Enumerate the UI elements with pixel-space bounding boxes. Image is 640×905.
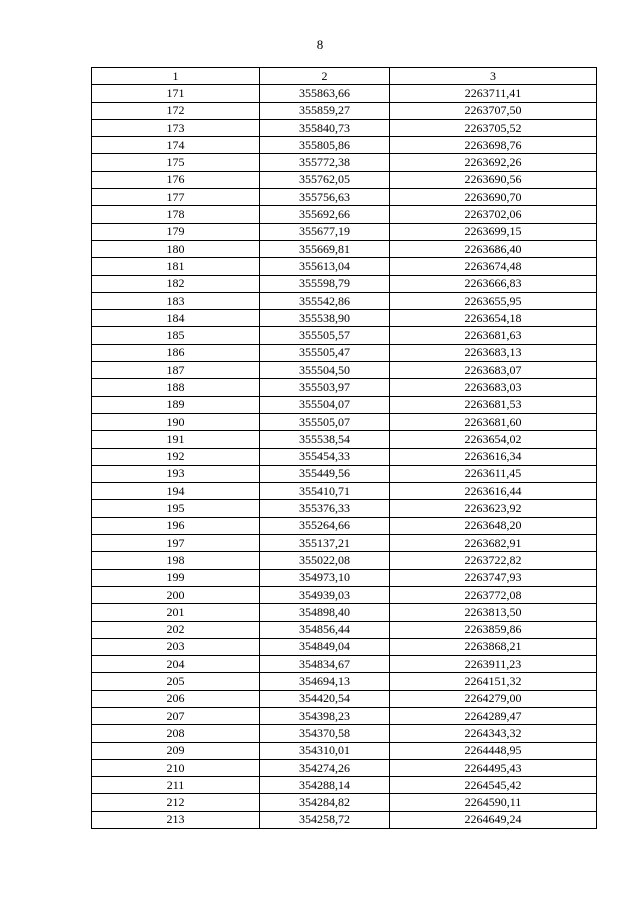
cell-x-coordinate: 355504,07 (260, 396, 390, 413)
cell-y-coordinate: 2263616,34 (390, 448, 597, 465)
cell-x-coordinate: 354420,54 (260, 690, 390, 707)
table-row (92, 483, 597, 500)
cell-y-coordinate: 2263711,41 (390, 85, 597, 102)
cell-x-coordinate: 354274,26 (260, 759, 390, 776)
cell-x-coordinate: 355022,08 (260, 552, 390, 569)
cell-point-number: 203 (92, 638, 260, 655)
coordinates-table (91, 67, 597, 829)
cell-point-number: 183 (92, 292, 260, 309)
table-row (92, 604, 597, 621)
cell-point-number: 175 (92, 154, 260, 171)
table-row (92, 206, 597, 223)
cell-point-number: 187 (92, 362, 260, 379)
table-row (92, 448, 597, 465)
cell-y-coordinate: 2263690,56 (390, 171, 597, 188)
table-row (92, 189, 597, 206)
cell-y-coordinate: 2264590,11 (390, 794, 597, 811)
header-cell-y: 3 (390, 68, 597, 85)
cell-point-number: 181 (92, 258, 260, 275)
table-row (92, 465, 597, 482)
cell-x-coordinate: 355264,66 (260, 517, 390, 534)
cell-x-coordinate: 354898,40 (260, 604, 390, 621)
cell-y-coordinate: 2263692,26 (390, 154, 597, 171)
cell-point-number: 198 (92, 552, 260, 569)
cell-point-number: 178 (92, 206, 260, 223)
cell-x-coordinate: 354284,82 (260, 794, 390, 811)
table-row (92, 344, 597, 361)
cell-point-number: 184 (92, 310, 260, 327)
cell-y-coordinate: 2263683,07 (390, 362, 597, 379)
cell-y-coordinate: 2263655,95 (390, 292, 597, 309)
cell-x-coordinate: 355504,50 (260, 362, 390, 379)
cell-x-coordinate: 354856,44 (260, 621, 390, 638)
cell-point-number: 208 (92, 725, 260, 742)
header-cell-point: 1 (92, 68, 260, 85)
table-header (92, 68, 597, 85)
cell-x-coordinate: 355669,81 (260, 240, 390, 257)
cell-y-coordinate: 2263666,83 (390, 275, 597, 292)
cell-y-coordinate: 2264151,32 (390, 673, 597, 690)
cell-point-number: 177 (92, 189, 260, 206)
cell-point-number: 192 (92, 448, 260, 465)
table-row (92, 759, 597, 776)
cell-y-coordinate: 2263698,76 (390, 137, 597, 154)
table-row (92, 811, 597, 828)
table-row (92, 379, 597, 396)
cell-y-coordinate: 2263868,21 (390, 638, 597, 655)
cell-y-coordinate: 2264279,00 (390, 690, 597, 707)
cell-x-coordinate: 355613,04 (260, 258, 390, 275)
cell-x-coordinate: 354398,23 (260, 707, 390, 724)
cell-x-coordinate: 354370,58 (260, 725, 390, 742)
cell-x-coordinate: 354694,13 (260, 673, 390, 690)
cell-point-number: 213 (92, 811, 260, 828)
cell-point-number: 179 (92, 223, 260, 240)
cell-x-coordinate: 355805,86 (260, 137, 390, 154)
header-cell-x: 2 (260, 68, 390, 85)
table-row (92, 535, 597, 552)
table-row (92, 552, 597, 569)
cell-x-coordinate: 355449,56 (260, 465, 390, 482)
cell-y-coordinate: 2263813,50 (390, 604, 597, 621)
table-row (92, 292, 597, 309)
cell-point-number: 202 (92, 621, 260, 638)
cell-y-coordinate: 2263699,15 (390, 223, 597, 240)
table-row (92, 431, 597, 448)
cell-y-coordinate: 2264495,43 (390, 759, 597, 776)
cell-y-coordinate: 2264343,32 (390, 725, 597, 742)
cell-x-coordinate: 355410,71 (260, 483, 390, 500)
cell-y-coordinate: 2263683,03 (390, 379, 597, 396)
table-row (92, 707, 597, 724)
cell-x-coordinate: 355538,54 (260, 431, 390, 448)
cell-point-number: 206 (92, 690, 260, 707)
cell-x-coordinate: 355840,73 (260, 119, 390, 136)
cell-x-coordinate: 354849,04 (260, 638, 390, 655)
cell-point-number: 173 (92, 119, 260, 136)
cell-x-coordinate: 354973,10 (260, 569, 390, 586)
cell-point-number: 186 (92, 344, 260, 361)
table-row (92, 362, 597, 379)
table-row (92, 137, 597, 154)
table-row (92, 258, 597, 275)
table-row (92, 171, 597, 188)
cell-point-number: 201 (92, 604, 260, 621)
cell-point-number: 204 (92, 656, 260, 673)
cell-y-coordinate: 2263690,70 (390, 189, 597, 206)
table-row (92, 794, 597, 811)
cell-y-coordinate: 2264545,42 (390, 777, 597, 794)
cell-x-coordinate: 355505,47 (260, 344, 390, 361)
header-row (92, 68, 597, 85)
cell-point-number: 200 (92, 586, 260, 603)
cell-y-coordinate: 2263705,52 (390, 119, 597, 136)
cell-y-coordinate: 2263686,40 (390, 240, 597, 257)
cell-point-number: 196 (92, 517, 260, 534)
cell-y-coordinate: 2264448,95 (390, 742, 597, 759)
cell-point-number: 171 (92, 85, 260, 102)
cell-x-coordinate: 355137,21 (260, 535, 390, 552)
table-row (92, 119, 597, 136)
cell-point-number: 180 (92, 240, 260, 257)
cell-y-coordinate: 2263616,44 (390, 483, 597, 500)
cell-x-coordinate: 355863,66 (260, 85, 390, 102)
cell-point-number: 211 (92, 777, 260, 794)
cell-point-number: 199 (92, 569, 260, 586)
table-row (92, 673, 597, 690)
cell-y-coordinate: 2263702,06 (390, 206, 597, 223)
cell-y-coordinate: 2263654,18 (390, 310, 597, 327)
cell-y-coordinate: 2263707,50 (390, 102, 597, 119)
cell-y-coordinate: 2263654,02 (390, 431, 597, 448)
cell-y-coordinate: 2263911,23 (390, 656, 597, 673)
table-row (92, 102, 597, 119)
cell-x-coordinate: 354834,67 (260, 656, 390, 673)
cell-point-number: 188 (92, 379, 260, 396)
cell-y-coordinate: 2263722,82 (390, 552, 597, 569)
cell-y-coordinate: 2263772,08 (390, 586, 597, 603)
cell-point-number: 174 (92, 137, 260, 154)
table-row (92, 725, 597, 742)
cell-x-coordinate: 355762,05 (260, 171, 390, 188)
cell-x-coordinate: 354939,03 (260, 586, 390, 603)
cell-point-number: 205 (92, 673, 260, 690)
cell-x-coordinate: 355677,19 (260, 223, 390, 240)
cell-y-coordinate: 2264289,47 (390, 707, 597, 724)
cell-y-coordinate: 2263681,53 (390, 396, 597, 413)
table-row (92, 413, 597, 430)
cell-x-coordinate: 354310,01 (260, 742, 390, 759)
table-row (92, 85, 597, 102)
page-number: 8 (316, 37, 324, 52)
cell-point-number: 197 (92, 535, 260, 552)
cell-point-number: 210 (92, 759, 260, 776)
cell-x-coordinate: 355598,79 (260, 275, 390, 292)
table-row (92, 586, 597, 603)
table-row (92, 656, 597, 673)
cell-x-coordinate: 355376,33 (260, 500, 390, 517)
table-row (92, 327, 597, 344)
cell-x-coordinate: 354258,72 (260, 811, 390, 828)
table-row (92, 154, 597, 171)
cell-x-coordinate: 354288,14 (260, 777, 390, 794)
cell-y-coordinate: 2263683,13 (390, 344, 597, 361)
cell-point-number: 191 (92, 431, 260, 448)
cell-x-coordinate: 355756,63 (260, 189, 390, 206)
cell-x-coordinate: 355505,07 (260, 413, 390, 430)
cell-point-number: 195 (92, 500, 260, 517)
table-row (92, 569, 597, 586)
table-row (92, 742, 597, 759)
table-row (92, 517, 597, 534)
cell-y-coordinate: 2263747,93 (390, 569, 597, 586)
table-row (92, 396, 597, 413)
table-row (92, 638, 597, 655)
table-row (92, 500, 597, 517)
cell-point-number: 185 (92, 327, 260, 344)
table-row (92, 223, 597, 240)
cell-point-number: 194 (92, 483, 260, 500)
cell-x-coordinate: 355692,66 (260, 206, 390, 223)
table-row (92, 310, 597, 327)
cell-x-coordinate: 355505,57 (260, 327, 390, 344)
table-row (92, 690, 597, 707)
cell-point-number: 207 (92, 707, 260, 724)
cell-point-number: 190 (92, 413, 260, 430)
table-row (92, 621, 597, 638)
cell-point-number: 182 (92, 275, 260, 292)
cell-y-coordinate: 2263681,60 (390, 413, 597, 430)
table-body (92, 85, 597, 829)
cell-y-coordinate: 2263681,63 (390, 327, 597, 344)
table-row (92, 240, 597, 257)
cell-x-coordinate: 355859,27 (260, 102, 390, 119)
cell-point-number: 176 (92, 171, 260, 188)
cell-y-coordinate: 2263648,20 (390, 517, 597, 534)
cell-y-coordinate: 2264649,24 (390, 811, 597, 828)
cell-y-coordinate: 2263682,91 (390, 535, 597, 552)
cell-point-number: 172 (92, 102, 260, 119)
cell-y-coordinate: 2263859,86 (390, 621, 597, 638)
cell-x-coordinate: 355503,97 (260, 379, 390, 396)
cell-x-coordinate: 355454,33 (260, 448, 390, 465)
cell-point-number: 193 (92, 465, 260, 482)
cell-x-coordinate: 355538,90 (260, 310, 390, 327)
cell-y-coordinate: 2263611,45 (390, 465, 597, 482)
table-row (92, 275, 597, 292)
cell-y-coordinate: 2263674,48 (390, 258, 597, 275)
table-row (92, 777, 597, 794)
cell-point-number: 209 (92, 742, 260, 759)
cell-x-coordinate: 355772,38 (260, 154, 390, 171)
cell-point-number: 189 (92, 396, 260, 413)
cell-point-number: 212 (92, 794, 260, 811)
cell-x-coordinate: 355542,86 (260, 292, 390, 309)
cell-y-coordinate: 2263623,92 (390, 500, 597, 517)
